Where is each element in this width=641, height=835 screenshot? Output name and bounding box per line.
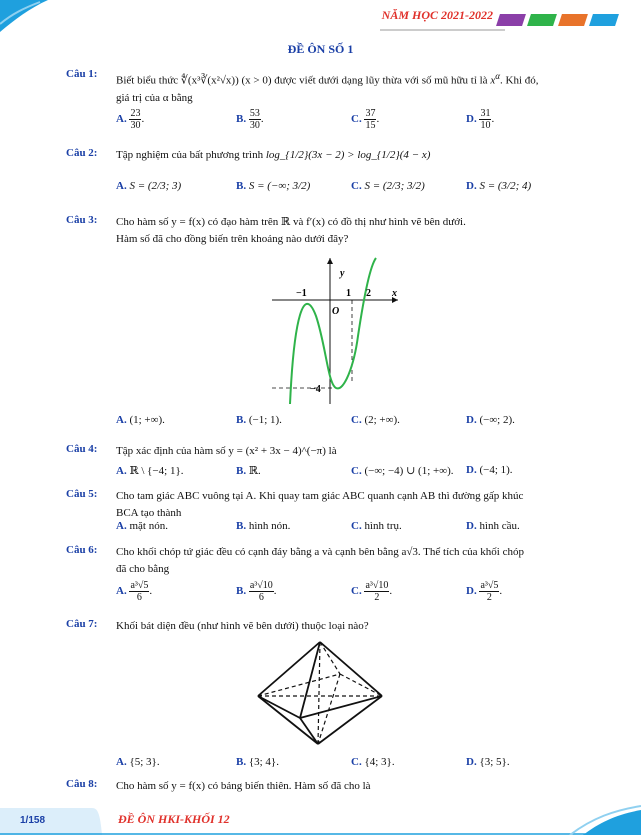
block-orange <box>558 14 588 26</box>
option-label: A. <box>116 520 127 532</box>
option-text: mặt nón. <box>129 520 168 532</box>
option-a[interactable] <box>116 520 168 532</box>
option-label: A. <box>116 180 127 192</box>
fraction <box>364 108 376 131</box>
numerator: a³√5 <box>130 580 149 591</box>
octahedron-hidden-edges <box>258 642 382 744</box>
block-blue <box>589 14 619 26</box>
options-q3 <box>116 414 596 434</box>
stem-line-2: đã cho bằng <box>116 563 170 575</box>
y-label: y <box>340 268 345 279</box>
page-number: 1/158 <box>20 815 46 826</box>
option-c[interactable]: C. $\frac{37}{15}$ . <box>351 108 380 131</box>
numerator: 31 <box>480 108 491 119</box>
y-arrow-icon <box>327 258 333 264</box>
question-number: Câu 8: <box>66 778 98 790</box>
question-text: Cho hàm số y = f(x) có bảng biến thiên. Hàm số đã cho là <box>116 780 371 792</box>
option-label: B. <box>236 414 247 426</box>
option-text: (−4; 1). <box>479 464 513 476</box>
option-a[interactable]: A. $\frac{23}{30}$ . <box>116 108 145 131</box>
page-title: ĐỀ ÔN SỐ 1 <box>287 42 354 56</box>
option-text: {4; 3}. <box>364 756 395 768</box>
option-text: (−1; 1). <box>248 414 282 426</box>
question-5 <box>66 488 606 524</box>
option-b[interactable] <box>236 520 290 532</box>
question-2 <box>66 147 606 165</box>
option-label: D. <box>466 414 477 426</box>
options-q1 <box>116 108 596 136</box>
tick-1: 1 <box>346 288 351 299</box>
fraction <box>129 108 141 131</box>
stem-part: Biết biểu thức <box>116 74 179 87</box>
fraction <box>249 108 261 131</box>
stem-line-1: Cho hàm số y = f(x) có đạo hàm trên ℝ và f′(x) có đồ thị như hình vẽ bên dưới. <box>116 216 466 228</box>
inequality: log_{1/2}(3x − 2) > log_{1/2}(4 − x) <box>265 149 431 161</box>
denominator: 6 <box>258 592 264 603</box>
option-text: hình cầu. <box>479 520 520 532</box>
option-label: B. <box>236 520 247 532</box>
option-label: C. <box>351 756 362 768</box>
tick-minus1: −1 <box>296 288 307 299</box>
option-text: hình nón. <box>248 520 291 532</box>
question-number: Câu 4: <box>66 443 98 455</box>
denominator: 2 <box>374 592 380 603</box>
option-b[interactable]: B. $\frac{53}{30}$ . <box>236 108 264 131</box>
option-label: B. <box>236 756 247 768</box>
denominator: 6 <box>136 592 142 603</box>
option-a[interactable]: A. $\frac{\text{a³√5}}{6}$ . <box>116 580 153 603</box>
origin-label: O <box>332 306 340 317</box>
numerator: 53 <box>249 108 260 119</box>
question-number: Câu 3: <box>66 214 98 226</box>
option-text: {3; 4}. <box>248 756 279 768</box>
option-label: B. <box>236 585 247 598</box>
option-text: S = (−∞; 3/2) <box>248 180 311 192</box>
numerator: a³√5 <box>480 580 499 591</box>
question-8 <box>66 778 606 796</box>
option-label: B. <box>236 465 247 477</box>
header-underline <box>380 22 520 32</box>
option-a[interactable] <box>116 464 183 477</box>
numerator: 23 <box>130 108 141 119</box>
question-3 <box>66 214 606 250</box>
denominator: 2 <box>486 592 492 603</box>
option-text: (−∞; 2). <box>479 414 515 426</box>
question-text <box>116 544 606 578</box>
option-label: C. <box>351 414 362 426</box>
option-label: C. <box>351 180 362 192</box>
math-expression: ∜(x³∛(x²√x)) <box>180 74 239 87</box>
stem-part: . Khi đó, <box>500 74 539 87</box>
octahedron-figure <box>252 638 388 748</box>
denominator: 30 <box>130 120 141 131</box>
option-d[interactable]: D. $\frac{\text{a³√5}}{2}$ . <box>466 580 503 603</box>
option-label: A. <box>116 465 127 477</box>
option-d[interactable]: D. $\frac{31}{10}$ . <box>466 108 495 131</box>
options-q4 <box>116 464 596 484</box>
option-c[interactable] <box>351 464 453 477</box>
option-text: ℝ \ {−4; 1}. <box>129 465 184 477</box>
option-c[interactable] <box>351 414 400 426</box>
power-exponent: α <box>495 71 501 81</box>
option-c[interactable] <box>351 180 425 192</box>
option-label: D. <box>466 520 477 532</box>
options-q5 <box>116 520 596 540</box>
fraction <box>364 580 389 603</box>
question-number: Câu 5: <box>66 488 98 500</box>
options-q6 <box>116 580 596 610</box>
option-label: D. <box>466 113 477 126</box>
stem-line-1: Cho khối chóp tứ giác đều có cạnh đáy bằng a và cạnh bên bằng a√3. Thể tích của khối chóp <box>116 546 524 558</box>
stem-line-2: Hàm số đã cho đồng biến trên khoảng nào dưới đây? <box>116 233 349 245</box>
question-number: Câu 7: <box>66 618 98 630</box>
option-text: S = (3/2; 4) <box>479 180 532 192</box>
options-q7 <box>116 756 596 776</box>
condition: (x > 0) <box>241 74 272 87</box>
option-label: C. <box>351 585 362 598</box>
denominator: 10 <box>480 120 491 131</box>
question-text <box>116 488 606 522</box>
question-number: Câu 2: <box>66 147 98 159</box>
fraction <box>479 580 499 603</box>
denominator: 30 <box>249 120 260 131</box>
option-b[interactable] <box>236 414 282 426</box>
option-text: (1; +∞). <box>129 414 165 426</box>
question-number: Câu 1: <box>66 68 98 80</box>
tick-minus4: −4 <box>310 384 321 395</box>
block-green <box>527 14 557 26</box>
option-c[interactable] <box>351 756 395 768</box>
option-text: (−∞; −4) ∪ (1; +∞). <box>364 465 454 477</box>
footer-decoration <box>0 802 641 835</box>
stem-part: được viết dưới dạng lũy thừa với số mũ hữu tỉ là <box>274 74 488 87</box>
option-c[interactable]: C. $\frac{\text{a³√10}}{2}$ . <box>351 580 393 603</box>
derivative-curve <box>290 258 376 404</box>
option-text: {3; 5}. <box>479 756 510 768</box>
derivative-graph <box>270 256 400 406</box>
fraction <box>129 580 149 603</box>
option-b[interactable] <box>236 464 261 477</box>
option-label: A. <box>116 414 127 426</box>
options-q2 <box>116 180 596 200</box>
question-1 <box>66 68 606 104</box>
option-d[interactable] <box>466 756 510 768</box>
x-label: x <box>392 288 397 299</box>
question-number: Câu 6: <box>66 544 98 556</box>
header-corner-decoration <box>0 0 60 34</box>
option-label: D. <box>466 180 477 192</box>
option-label: D. <box>466 585 477 598</box>
option-b[interactable]: B. $\frac{\text{a³√10}}{6}$ . <box>236 580 277 603</box>
option-label: B. <box>236 113 247 126</box>
option-b[interactable] <box>236 756 279 768</box>
footer-title: ĐỀ ÔN HKI-KHỐI 12 <box>118 812 230 826</box>
option-text: {5; 3}. <box>129 756 160 768</box>
stem-line-2: BCA tạo thành <box>116 507 182 519</box>
denominator: 15 <box>365 120 376 131</box>
option-d[interactable] <box>466 180 531 192</box>
option-label: B. <box>236 180 247 192</box>
numerator: 37 <box>365 108 376 119</box>
stem: Tập nghiệm của bất phương trình <box>116 149 264 161</box>
option-a[interactable] <box>116 414 165 426</box>
fraction <box>249 580 274 603</box>
option-text: ℝ. <box>248 465 261 477</box>
option-d[interactable] <box>466 464 513 476</box>
question-text <box>116 147 606 164</box>
option-a[interactable] <box>116 756 160 768</box>
question-text <box>116 68 606 107</box>
question-text: Tập xác định của hàm số y = (x² + 3x − 4)^(−π) là <box>116 445 337 457</box>
numerator: a³√10 <box>365 580 389 591</box>
tick-2: 2 <box>366 288 371 299</box>
stem-line-2: giá trị của α bằng <box>116 91 193 104</box>
power-base: x <box>490 74 496 87</box>
option-text: (2; +∞). <box>364 414 400 426</box>
option-text: hình trụ. <box>364 520 402 532</box>
option-a[interactable] <box>116 180 181 192</box>
question-text: Khối bát diện đều (như hình vẽ bên dưới) thuộc loại nào? <box>116 620 369 632</box>
option-label: D. <box>466 464 477 476</box>
question-7 <box>66 618 606 636</box>
numerator: a³√10 <box>249 580 273 591</box>
option-d[interactable] <box>466 414 515 426</box>
stem-line-1: Cho tam giác ABC vuông tại A. Khi quay tam giác ABC quanh cạnh AB thì đường gấp khúc <box>116 490 524 502</box>
option-d[interactable] <box>466 520 520 532</box>
option-text: S = (2/3; 3/2) <box>364 180 425 192</box>
question-6 <box>66 544 606 580</box>
option-label: A. <box>116 113 127 126</box>
option-label: D. <box>466 756 477 768</box>
option-label: C. <box>351 465 362 477</box>
school-year: NĂM HỌC 2021-2022 <box>381 8 493 22</box>
option-b[interactable] <box>236 180 310 192</box>
option-text: S = (2/3; 3) <box>129 180 182 192</box>
question-text <box>116 214 606 248</box>
option-label: C. <box>351 520 362 532</box>
option-label: C. <box>351 113 362 126</box>
option-c[interactable] <box>351 520 402 532</box>
fraction <box>479 108 491 131</box>
option-label: A. <box>116 756 127 768</box>
option-label: A. <box>116 585 127 598</box>
question-4 <box>66 443 606 461</box>
